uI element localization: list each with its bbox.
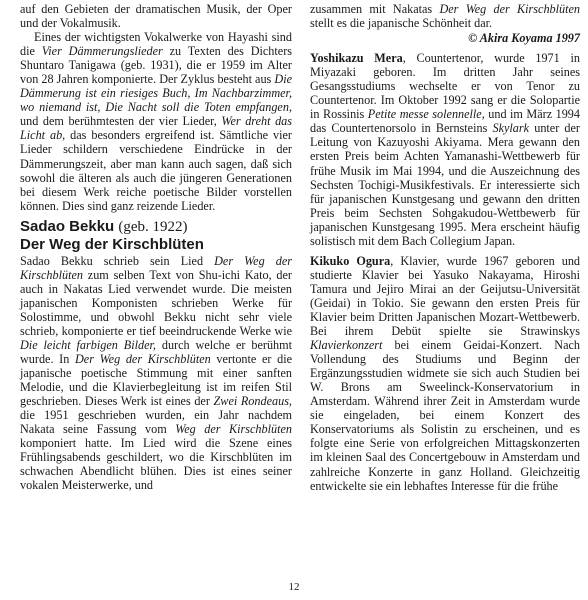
bio-ogura-text [310, 254, 580, 493]
text-run: und dem berühmtesten der vier Lieder, [20, 114, 222, 129]
italic-text-run: Der Weg der Kirschblüten [439, 2, 581, 16]
page-number: 12 [288, 581, 300, 593]
text-run: auf den Gebieten der dramatischen Musik, der Oper und der Vokalmusik. [20, 2, 292, 31]
paragraph-bekku [20, 254, 292, 493]
text-run: Eines der wichtigsten Vokalwerke von Hayashi sind die [20, 30, 292, 59]
text-run: die 1951 geschrieben wurden, ein Jahr nachdem Nakata seine Fassung vom [20, 408, 292, 437]
italic-text-run: Der Weg der Kirschblüten [20, 253, 292, 282]
text-run: stellt es die japanische Schönheit dar. [310, 16, 493, 31]
italic-text-run: Die leicht farbigen Bilder, [20, 337, 156, 352]
left-column [20, 2, 292, 493]
text-run: zum selben Text von Shu-ichi Kato, der auch in Nakatas Lied verwendet wurde. Die meisten japanischen Komponisten schrieben Werke für Solostimme, und obwohl Bekku nicht sehr viele schrieb, komponierte er tief beeindruckende Werke wie [20, 267, 292, 338]
text-run: , Klavier, wurde 1967 geboren und studierte Klavier bei Yasuko Nakayama, Hiroshi Tamura und Jejiro Mirai an der Geijutsu-Universität (Geidai) in Tokio. Sie gewann den ersten Preis für Klavier beim Dritten Japanischen Mozart-Wettbewerb. Bei ihrem Debüt spielte sie Strawinskys [310, 253, 581, 339]
bio-mera [310, 51, 580, 248]
italic-text-run: Die Dämmerung ist ein riesiges Buch, Im Nachbarzimmer, wo niemand ist, Die Nacht soll die Toten empfangen, [20, 72, 292, 115]
italic-text-run: Zwei Rondeaus, [213, 394, 292, 409]
text-run: Sadao Bekku schrieb sein Lied [20, 253, 215, 268]
text-run: vertonte er die japanische poetische Stimmung mit einer sanften Melodie, und die Klavierbegleitung ist im reifen Stil geschrieben. Dieses Werk ist eines der [20, 352, 293, 409]
bio-ogura [310, 254, 580, 493]
composer-name: Sadao Bekku [20, 217, 115, 235]
composer-heading [20, 218, 292, 236]
bio-mera-text [310, 51, 580, 248]
text-run: komponiert hatte. Im Lied wird die Szene eines Frühlingsabends geschildert, wo die Kirschblüten im schwachen Abendlicht blühen. Dies ist eines seiner vokalen Meisterwerke, und [20, 436, 292, 493]
text-run: und im März 1994 das Countertenorsolo in Bernsteins [310, 107, 580, 136]
paragraph-bekku-end [310, 2, 580, 30]
paragraph-hayashi-songs [20, 30, 292, 213]
performer-name-mera: Yoshikazu Mera [310, 51, 403, 66]
paragraph-opera-intro [20, 2, 292, 30]
copyright-line: © Akira Koyama 1997 [468, 31, 580, 46]
italic-text-run: Der Weg der Kirschblüten [75, 352, 211, 367]
text-run: zusammen mit Nakatas [310, 2, 440, 16]
text-run: unter der Leitung von Kazuyoshi Akiyama. Mera gewann den ersten Preis beim Achten Yamanashi-Wettbewerb für frühe Musik im Mai 1994, und die Auszeichnung des Sechsten Tochigi-Musikfestivals. Er interessierte sich für japanischen Kunstgesang und gewann den dritten Preis beim Sechsten Sohgakudou-Wettbewerb für japanischen Kunstgesang 1995. Mera erscheint häufig solistisch mit dem Bach Collegium Japan. [310, 121, 580, 248]
text-run: bei einem Geidai-Konzert. Nach Vollendung des Studiums und Beginn der Ergänzungsstudien widmete sie sich auch Studien bei W. Brons am Sweelinck-Konservatorium in Amsterdam. Während ihrer Zeit in Amsterdam wurde sie eingeladen, bei einem Konzert des Konservatoriums als Solistin zu erscheinen, und es folgte eine Serie von erfolgreichen Mittagskonzerten im kleinen Saal des Concertgebouw in Amsterdam und zahlreiche Konzerte in ganz Holland. Gleichzeitig entwickelte sie ein lebhaftes Interesse für die frühe [310, 338, 580, 493]
italic-text-run: Skylark [492, 121, 530, 136]
composer-dates: (geb. 1922) [118, 218, 188, 235]
text-run: durch welche er berühmt wurde. In [20, 337, 293, 367]
text-run: , Countertenor, wurde 1971 in Miyazaki geboren. Im dritten Jahr seines Gesangsstudiums wechselte er von Tenor zu Countertenor. Im Oktober 1992 sang er die Solopartie in Rossinis [310, 51, 580, 122]
italic-text-run: Petite messe solennelle, [367, 107, 485, 122]
right-column [310, 2, 580, 493]
work-title: Der Weg der Kirschblüten [20, 235, 204, 253]
text-run: das besonders ergreifend ist. Sämtliche vier Lieder schildern verschiedene Eindrücke in der Dämmerungszeit, aber man kann auch sagen, daß sich sowohl die älteren als auch die jüngeren Generationen bei diesem Werk reiche poetische Bilder vorstellen können. Dies sind ganz reizende Lieder. [20, 128, 292, 213]
italic-text-run: Weg der Kirschblüten [175, 422, 292, 437]
italic-text-run: Wer dreht das Licht ab, [20, 114, 292, 143]
italic-text-run: Klavierkonzert [310, 338, 383, 353]
performer-name-ogura: Kikuko Ogura [310, 253, 391, 268]
italic-text-run: Vier Dämmerungslieder [41, 44, 163, 59]
text-run: zu Texten des Dichters Shuntaro Tanigawa (geb. 1931), die er 1959 im Alter von 28 Jahren komponierte. Der Zyklus besteht aus [20, 44, 292, 87]
